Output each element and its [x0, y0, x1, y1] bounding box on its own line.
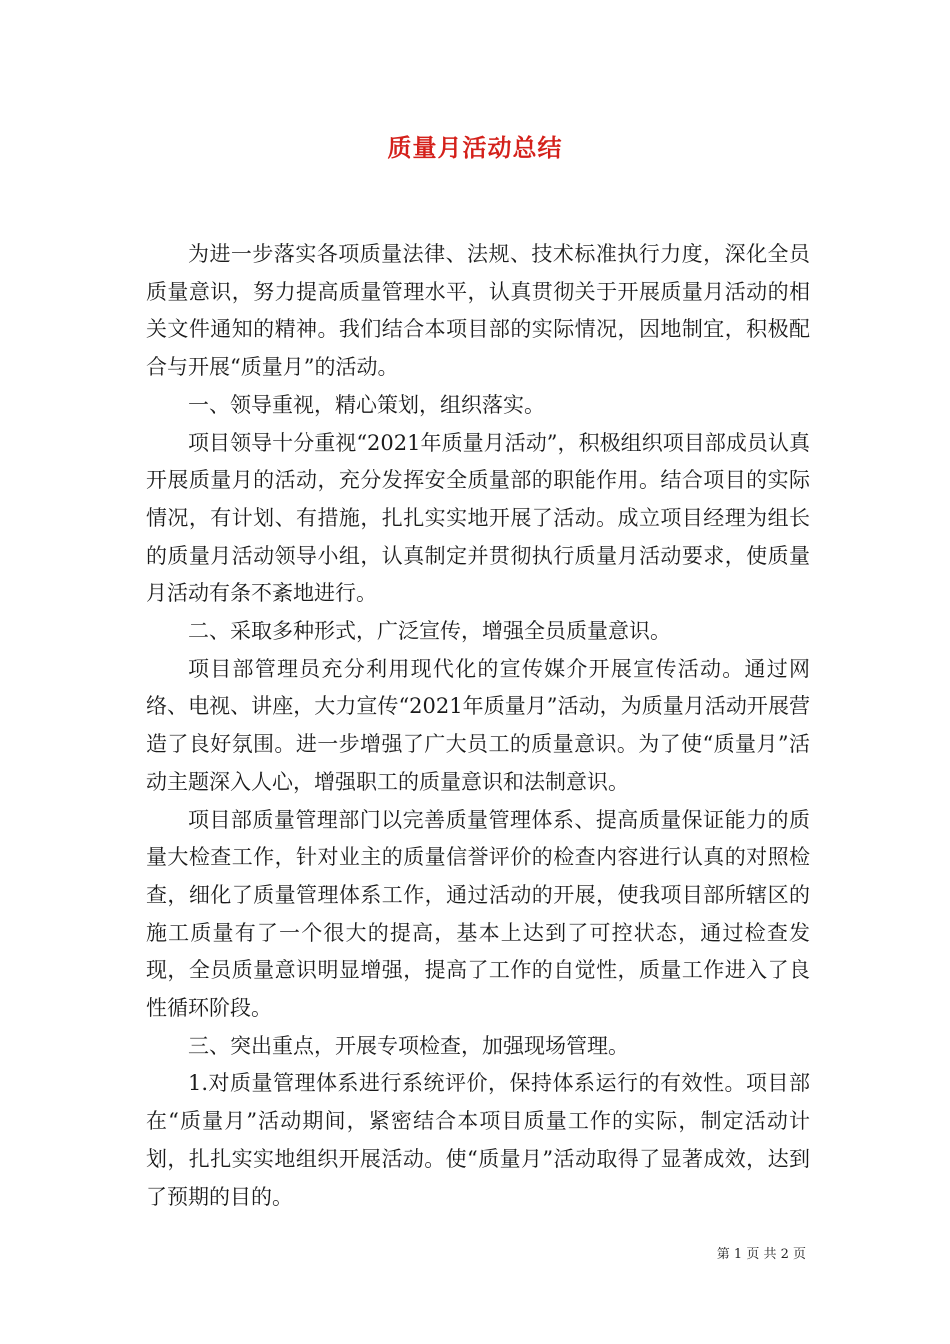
- document-title: 质量月活动总结: [387, 133, 563, 162]
- section-heading-1: 一、领导重视，精心策划，组织落实。: [188, 392, 545, 417]
- section-heading-3: 三、突出重点，开展专项检查，加强现场管理。: [188, 1033, 629, 1058]
- paragraph-section-3-item-1: 1.对质量管理体系进行系统评价，保持体系运行的有效性。项目部在“质量月”活动期间，紧密结合本项目质量工作的实际，制定活动计划，扎扎实实地组织开展活动。使“质量月”活动取得了显著成效，达到了预期的目的。: [146, 1071, 810, 1209]
- paragraph-intro: 为进一步落实各项质量法律、法规、技术标准执行力度，深化全员质量意识，努力提高质量管理水平，认真贯彻关于开展质量月活动的相关文件通知的精神。我们结合本项目部的实际情况，因地制宜，积极配合与开展“质量月”的活动。: [146, 242, 810, 380]
- paragraph-section-2b: 项目部质量管理部门以完善质量管理体系、提高质量保证能力的质量大检查工作，针对业主的质量信誉评价的检查内容进行认真的对照检查，细化了质量管理体系工作，通过活动的开展，使我项目部所辖区的施工质量有了一个很大的提高，基本上达到了可控状态，通过检查发现，全员质量意识明显增强，提高了工作的自觉性，质量工作进入了良性循环阶段。: [146, 807, 810, 1021]
- document-body: [146, 236, 810, 1216]
- page-number: 第 1 页 共 2 页: [716, 1247, 806, 1262]
- section-heading-2: 二、采取多种形式，广泛宣传，增强全员质量意识。: [188, 619, 671, 644]
- paragraph-section-1: 项目领导十分重视“2021年质量月活动”，积极组织项目部成员认真开展质量月的活动，充分发挥安全质量部的职能作用。结合项目的实际情况，有计划、有措施，扎扎实实地开展了活动。成立项目经理为组长的质量月活动领导小组，认真制定并贯彻执行质量月活动要求，使质量月活动有条不紊地进行。: [146, 430, 810, 606]
- paragraph-section-2a: 项目部管理员充分利用现代化的宣传媒介开展宣传活动。通过网络、电视、讲座，大力宣传“2021年质量月”活动，为质量月活动开展营造了良好氛围。进一步增强了广大员工的质量意识。为了使“质量月”活动主题深入人心，增强职工的质量意识和法制意识。: [146, 656, 810, 794]
